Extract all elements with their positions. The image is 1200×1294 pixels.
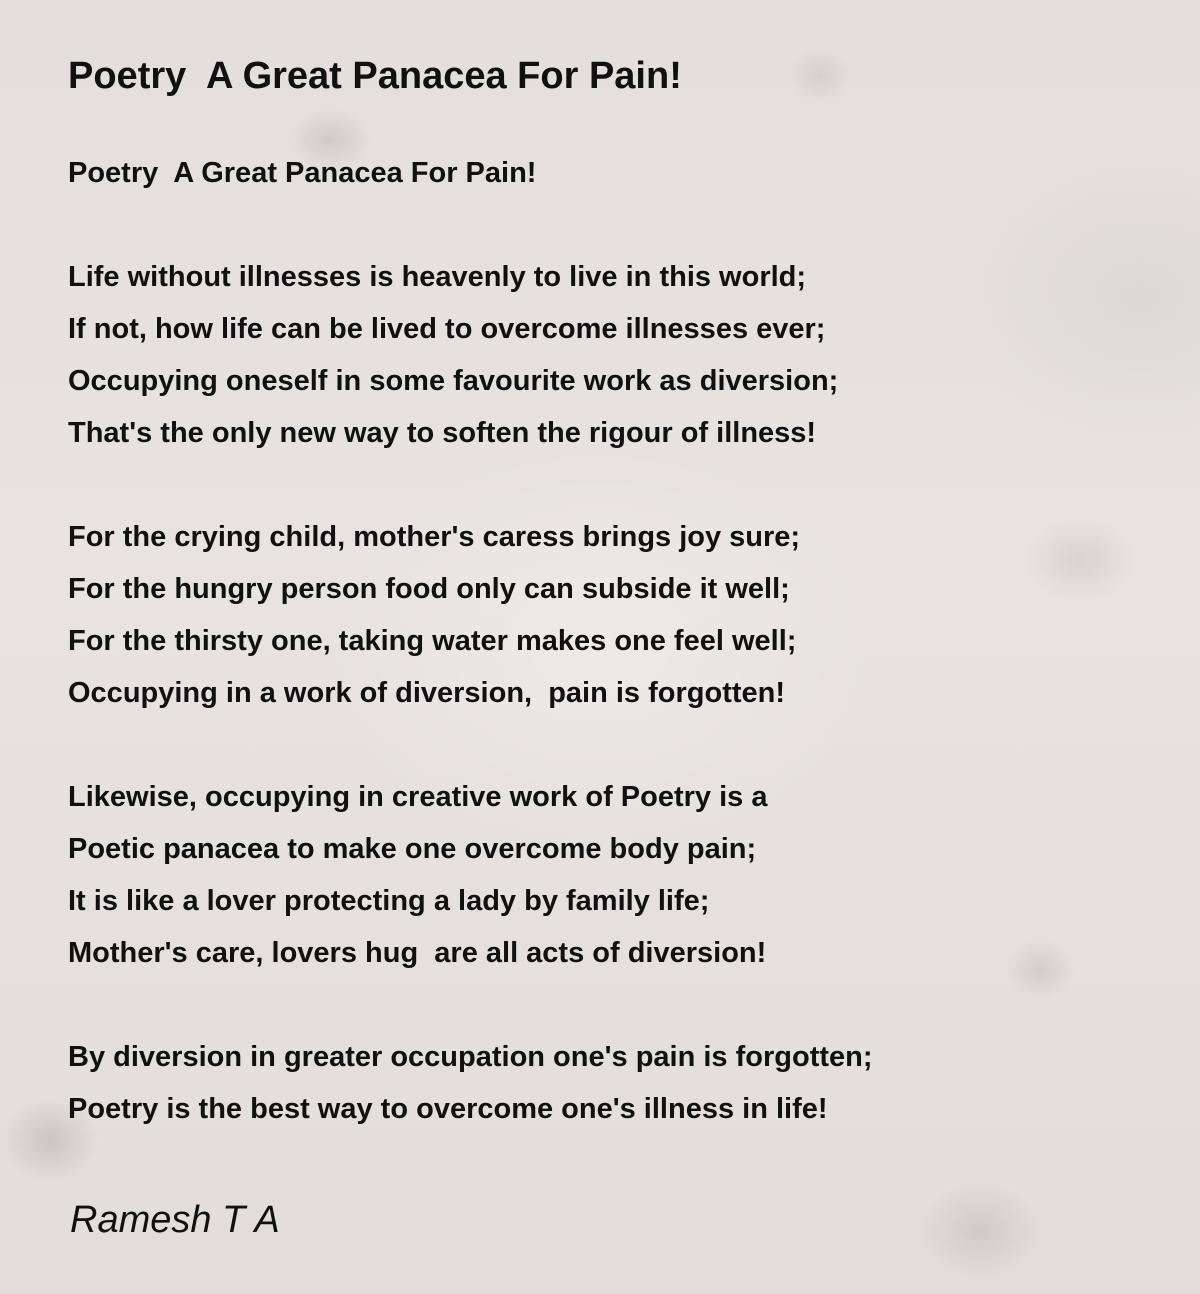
poem-line: Occupying oneself in some favourite work as diversion;	[68, 365, 839, 397]
poem-line: For the thirsty one, taking water makes one feel well;	[68, 625, 797, 657]
stanza-3	[68, 771, 1148, 979]
poem-line: By diversion in greater occupation one's pain is forgotten;	[68, 1041, 873, 1073]
stanza-1	[68, 251, 1148, 459]
poem-container	[68, 50, 1148, 1135]
stanza-break	[68, 199, 1148, 251]
stanza-break	[68, 459, 1148, 511]
stanza-2	[68, 511, 1148, 719]
poem-line: For the crying child, mother's caress brings joy sure;	[68, 521, 801, 553]
poem-line: If not, how life can be lived to overcome illnesses ever;	[68, 313, 826, 345]
poem-line: It is like a lover protecting a lady by family life;	[68, 885, 710, 917]
poem-title: Poetry A Great Panacea For Pain!	[68, 55, 682, 97]
stanza-break	[68, 719, 1148, 771]
poem-line: Mother's care, lovers hug are all acts of diversion!	[68, 937, 767, 969]
poem-line: Life without illnesses is heavenly to live in this world;	[68, 261, 807, 293]
stanza-break	[68, 979, 1148, 1031]
poem-line: Occupying in a work of diversion, pain is forgotten!	[68, 677, 786, 709]
poem-subtitle: Poetry A Great Panacea For Pain!	[68, 157, 537, 189]
poem-line: Poetry is the best way to overcome one's illness in life!	[68, 1093, 828, 1125]
poem-author: Ramesh T A	[70, 1199, 280, 1241]
poem-line: For the hungry person food only can subside it well;	[68, 573, 790, 605]
stanza-4	[68, 1031, 1148, 1135]
poem-line: Poetic panacea to make one overcome body pain;	[68, 833, 757, 865]
poem-body	[68, 147, 1148, 1135]
poem-line: Likewise, occupying in creative work of Poetry is a	[68, 781, 768, 813]
poem-line: That's the only new way to soften the rigour of illness!	[68, 417, 817, 449]
